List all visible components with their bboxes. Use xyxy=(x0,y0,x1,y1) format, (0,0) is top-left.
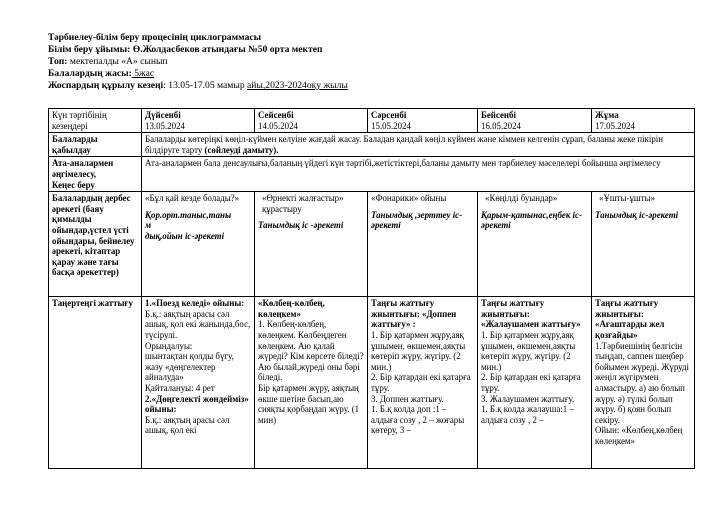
exercise-text: Б.қ.: аяқтың арасы сәл ашық, қол екі жанында,бос, түсірулі. xyxy=(145,308,251,340)
corner-cell: Күн тәртібінің кезеңдері xyxy=(49,109,142,133)
activity-title: «Көңілді буындар» xyxy=(485,193,558,204)
parents-label xyxy=(49,157,142,192)
activity-type: Қор.орт.таныс,таны xyxy=(145,209,232,220)
exercise-text: 2. Бір қатардан екі қатарға тұру. xyxy=(481,372,581,393)
cyclogram-table xyxy=(48,108,695,469)
activity-type: Танымдық іс-әрекеті xyxy=(595,209,679,220)
exercise-text: 1. Бір қатармен жұру,аяқ ұшымен, өкшемен,аяқты көтеріп жүру, жүгіру. (2 мин.) xyxy=(481,329,576,372)
day-date: 17.05.2024 xyxy=(595,120,635,131)
day-name: Сейсенбі xyxy=(258,110,294,120)
activity-title: «Өрнекті жалғастыр» құрастыру xyxy=(262,193,344,214)
exercise-text: 3. Жалаушамен жаттығу. xyxy=(481,393,575,404)
day-name: Сәрсенбі xyxy=(371,110,407,120)
exercise-text: Б.қ.: аяқтың арасы сәл ашық, қол екі xyxy=(145,414,230,436)
age-value: 5жас xyxy=(131,68,155,79)
day-date: 16.05.2024 xyxy=(481,120,521,131)
table-header-row xyxy=(49,109,695,133)
reception-description: Балаларды көтеріңкі көңіл-күймен келуіне жағдай жасау. Баладан қандай көңіл күймен және кіммен келгенін сұрап, баланы жеке пікірін білдіруге тарту xyxy=(145,134,663,155)
activity-type: Танымдық ,зерттеу іс-әрекеті xyxy=(371,209,463,231)
exercise-row xyxy=(49,297,695,469)
exercise-text: Қайталануы: 4 рет xyxy=(145,382,215,393)
document-header xyxy=(48,32,688,92)
reception-row xyxy=(49,133,695,157)
parents-text: Ата-аналармен бала денсаулығы,баланың үйдегі күн тәртібі,жетістіктері,баланы дамыту мен тәрбиелеу мәселелері бойынша әңгімелесу xyxy=(142,157,695,192)
document-title: Тәрбиелеу-білім беру процесінің циклограммасы xyxy=(48,32,262,43)
group-value: мектепалды «А» сынып xyxy=(67,56,168,67)
period-line xyxy=(48,80,688,92)
period-value: : 13.05-17.05 мамыр xyxy=(163,80,248,91)
day-header-fri xyxy=(592,109,695,133)
exercise-text: 1. Б.қ колда жалауша:1 – алдыға созу , 2 – xyxy=(481,404,574,425)
exercise-text: Ойын: «Көлбең,көлбең көлеңкем» xyxy=(595,425,683,446)
organization-label: Білім беру ұйымы: xyxy=(48,44,131,55)
day-header-tue xyxy=(255,109,368,133)
independent-thu xyxy=(478,192,592,297)
day-name: Жұма xyxy=(595,110,619,120)
activity-title: «Фонарики» ойыны xyxy=(371,193,447,204)
exercise-text: 1. Көлбең-көлбең, көлеңкем. Көлбеңдеген көлеңкем. Аю қалай жүреді? Кім көрсете біледі? Аю былай,жүреді оны бәрі біледі. xyxy=(258,319,364,383)
exercise-text: Бір қатармен жүру, аяқтың өкше шетіне басып,аю сияқты қорбаңдап жүру. (1 мин) xyxy=(258,382,360,425)
organization-value: Ө.Жолдасбеков атындағы №50 орта мектеп xyxy=(130,44,323,55)
day-header-wed xyxy=(368,109,478,133)
exercise-text: шынтақтан қолды бүгу, жазу «дөңгелектер айналуда» xyxy=(145,351,234,383)
organization-line xyxy=(48,44,688,56)
exercise-text: 2. Бір қатардан екі қатарға тұру. xyxy=(371,372,471,393)
day-header-mon xyxy=(142,109,255,133)
reception-text xyxy=(142,133,695,157)
period-year: айы,2023-2024оқу жылы xyxy=(247,80,348,91)
exercise-title: 2.«Дөңгелекті жөндейміз» ойыны: xyxy=(145,393,249,415)
period-label: Жоспардың құрылу кезеңі xyxy=(48,80,164,91)
activity-type: м xyxy=(145,220,152,231)
exercise-text: 1. Бір қатармен жұру,аяқ ұшымен, өкшемен,аяқты көтеріп жүру, жүгіру. (2 мин.) xyxy=(371,329,466,372)
reception-note: (сөйлеуді дамыту). xyxy=(204,144,279,155)
independent-row xyxy=(49,192,695,297)
exercise-text: 1.Тәрбиешінің белгісін тыңдап, саппен шеңбер бойымен жүреді. Жүруді жеңіл жүгірумен алмастыру. а) аю болып жүру. ә) түлкі болып жүру. б) қоян болып секіру. xyxy=(595,340,690,425)
group-line xyxy=(48,56,688,68)
exercise-title: Таңғы жаттығу жиынтығы: «Ағаштарды жел қозғайды» xyxy=(595,298,665,340)
independent-tue xyxy=(255,192,368,297)
independent-fri xyxy=(592,192,695,297)
age-label: Балалардың жасы: xyxy=(48,68,132,79)
exercise-tue xyxy=(255,297,368,469)
exercise-title: Таңғы жаттығу жиынтығы: «Доппен жаттығу» : xyxy=(371,298,457,330)
exercise-title: 1.«Поезд келеді» ойыны: xyxy=(145,298,245,309)
parents-label-line: Ата-аналармен әңгімелесу, xyxy=(52,158,114,179)
day-date: 13.05.2024 xyxy=(145,120,185,131)
parents-label-line: Кеңес беру xyxy=(52,179,95,190)
exercise-thu xyxy=(478,297,592,469)
exercise-title: «Көлбең-көлбең, көлеңкем» xyxy=(258,298,325,319)
independent-wed xyxy=(368,192,478,297)
age-line xyxy=(48,68,688,80)
activity-type: дық,ойын іс-әрекеті xyxy=(145,230,225,241)
reception-label: Балаларды қабылдау xyxy=(49,133,142,157)
day-date: 15.05.2024 xyxy=(371,120,411,131)
independent-label: Балалардың дербес әрекеті (баяу қимылды ойындар,үстел үсті ойындары, бейнелеу әрекеті, кітаптар қарау және тағы басқа әрекеттер) xyxy=(49,192,142,297)
exercise-text: Орындалуы: xyxy=(145,340,193,351)
group-label: Топ: xyxy=(48,56,68,67)
activity-type: Танымдық іс -әрекеті xyxy=(258,220,344,231)
day-date: 14.05.2024 xyxy=(258,120,298,131)
exercise-mon xyxy=(142,297,255,469)
activity-title: «Ұшты-ұшты» xyxy=(599,193,656,204)
activity-title: «Бұл қай кезде болады?» xyxy=(145,193,240,204)
activity-type: Қарым-қатынас,еңбек іс-әрекеті xyxy=(481,209,582,231)
exercise-text: 3. Доппен жаттығу. xyxy=(371,393,444,404)
exercise-fri xyxy=(592,297,695,469)
independent-mon xyxy=(142,192,255,297)
day-name: Дүйсенбі xyxy=(145,110,181,120)
day-name: Бейсенбі xyxy=(481,110,516,120)
day-header-thu xyxy=(478,109,592,133)
parents-row xyxy=(49,157,695,192)
exercise-title: Таңғы жаттығу жиынтығы: «Жалаушамен жаттығу» xyxy=(481,298,581,330)
exercise-label: Таңертеңгі жаттығу xyxy=(49,297,142,469)
exercise-wed xyxy=(368,297,478,469)
exercise-text: 1. Б.қ колда доп :1 – алдыға созу , 2 – жоғары көтеру, 3 – xyxy=(371,404,465,436)
